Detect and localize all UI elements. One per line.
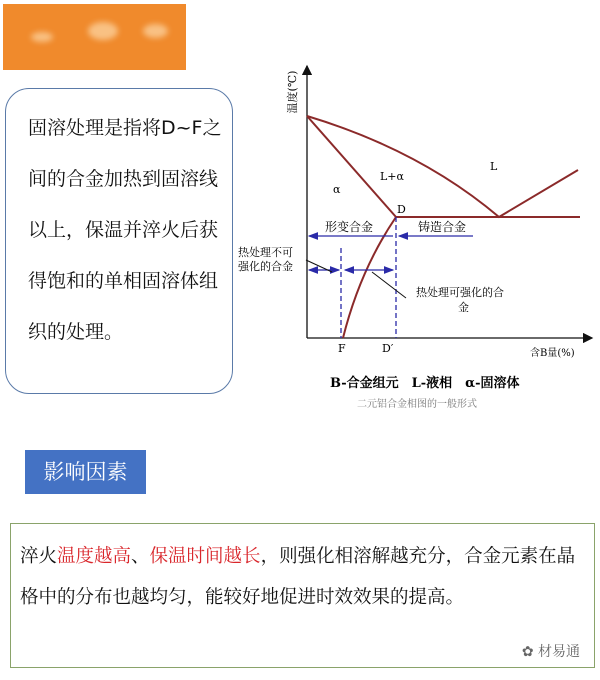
influence-text [20,536,580,618]
region-alpha: α [333,183,341,196]
x-axis-label: 含B量(%) [530,348,575,359]
section-heading: 影响因素 [25,450,146,494]
text-separator: 、 [131,546,150,567]
region-l: L [490,160,498,173]
non-heat-treatable-label: 强化的合金 [238,260,293,273]
highlight-temperature: 温度越高 [57,546,132,567]
cast-alloy-label: 铸造合金 [418,220,467,234]
wechat-icon: ✿ [521,644,538,660]
text-part: ，则强化相溶解越充分，合金元素在晶格中的分布也越均匀，能较好地促进时效效果的提高。 [20,546,576,608]
watermark-text: 材易通 [538,644,580,660]
influence-note-box [10,523,595,668]
legend: B-合金组元 L-液相 α-固溶体 [330,376,520,391]
liquidus-curve [307,116,578,217]
region-l-alpha: L+α [380,170,404,183]
wrought-alloy-label: 形变合金 [325,220,374,234]
solvus-curve [343,217,396,338]
point-d-label: D [397,203,406,216]
heat-treatable-label: 热处理可强化的合 [416,286,504,299]
definition-box [5,88,233,394]
phase-diagram [236,60,600,420]
highlight-holding-time: 保温时间越长 [149,546,261,567]
point-f-label: F [338,342,346,355]
y-axis-label: 温度(℃) [286,70,299,114]
heat-treatable-label: 金 [458,301,469,314]
decorative-banner [3,4,186,70]
watermark [522,641,580,661]
leader-line [372,272,406,298]
non-heat-treatable-label: 热处理不可 [238,246,293,259]
definition-text: 固溶处理是指将D~F之间的合金加热到固溶线以上，保温并淬火后获得饱和的单相固溶体组织的处理。 [28,117,222,343]
point-d-prime-label: D′ [382,342,394,355]
caption: 二元铝合金相图的一般形式 [357,399,477,410]
text-part: 淬火 [20,546,58,567]
